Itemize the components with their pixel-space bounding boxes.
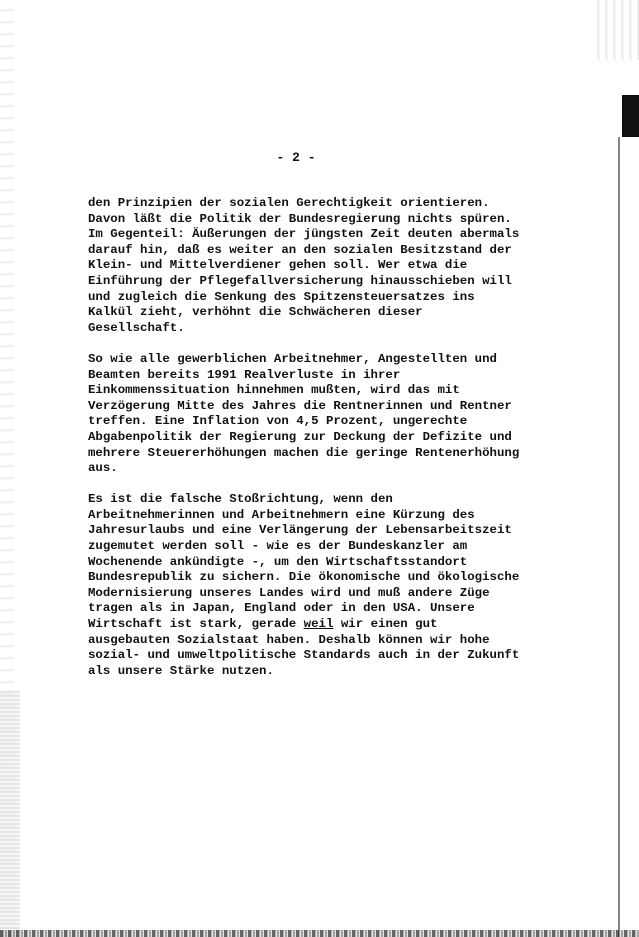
- text-line: Kalkül zieht, verhöhnt die Schwächeren dieser: [88, 305, 423, 320]
- text-line: Verzögerung Mitte des Jahres die Rentnerinnen und Rentner: [88, 398, 512, 413]
- text-line: zugemutet werden soll - wie es der Bundeskanzler am: [88, 539, 468, 554]
- scan-edge-bottom: [0, 930, 639, 937]
- text-line: tragen als in Japan, England oder in den USA. Unsere: [88, 601, 475, 616]
- paragraph-1: [88, 196, 518, 336]
- scan-edge-right: [618, 137, 620, 937]
- text-line-with-underline: [88, 617, 518, 633]
- paragraph-gap: [88, 477, 518, 493]
- page-number: - 2 -: [276, 150, 316, 165]
- underlined-word: weil: [303, 617, 334, 632]
- paragraph-3: [88, 492, 518, 679]
- text-line: Wochenende ankündigte -, um den Wirtschaftsstandort: [88, 554, 468, 569]
- body-text: [88, 196, 518, 679]
- text-line: So wie alle gewerblichen Arbeitnehmer, Angestellten und: [88, 351, 497, 366]
- text-line: und zugleich die Senkung des Spitzensteuersatzes ins: [88, 289, 475, 304]
- text-line: den Prinzipien der sozialen Gerechtigkeit orientieren.: [88, 196, 490, 210]
- text-line: Arbeitnehmerinnen und Arbeitnehmern eine Kürzung des: [88, 507, 475, 522]
- text-line: Gesellschaft.: [88, 320, 185, 335]
- text-line: Modernisierung unseres Landes wird und muß andere Züge: [88, 585, 490, 600]
- scan-edge-right-bar: [622, 95, 639, 137]
- text-line: ausgebauten Sozialstaat haben. Deshalb können wir hohe: [88, 632, 490, 647]
- text-line: treffen. Eine Inflation von 4,5 Prozent, ungerechte: [88, 414, 468, 429]
- text-line: Im Gegenteil: Äußerungen der jüngsten Zeit deuten abermals: [88, 227, 520, 242]
- text-line: als unsere Stärke nutzen.: [88, 663, 274, 678]
- text-line: mehrere Steuererhöhungen machen die geringe Rentenerhöhung: [88, 445, 520, 460]
- text-line: Davon läßt die Politik der Bundesregierung nichts spüren.: [88, 211, 512, 226]
- text-line: Einkommenssituation hinnehmen mußten, wird das mit: [88, 383, 460, 398]
- text-line: aus.: [88, 461, 118, 476]
- text-line: sozial- und umweltpolitische Standards auch in der Zukunft: [88, 648, 520, 663]
- text-line: Abgabenpolitik der Regierung zur Deckung der Defizite und: [88, 429, 512, 444]
- text-fragment: wir einen gut: [333, 617, 438, 632]
- text-line: Beamten bereits 1991 Realverluste in ihrer: [88, 367, 401, 382]
- text-line: Einführung der Pflegefallversicherung hinausschieben will: [88, 273, 512, 288]
- text-line: Es ist die falsche Stoßrichtung, wenn den: [88, 492, 393, 507]
- text-line: darauf hin, daß es weiter an den sozialen Besitzstand der: [88, 242, 512, 257]
- text-line: Bundesrepublik zu sichern. Die ökonomische und ökologische: [88, 570, 520, 585]
- text-fragment: Wirtschaft ist stark, gerade: [88, 617, 304, 632]
- paragraph-2: [88, 352, 518, 477]
- text-line: Klein- und Mittelverdiener gehen soll. Wer etwa die: [88, 258, 468, 273]
- scan-edge-top-right: [592, 0, 639, 60]
- paragraph-gap: [88, 336, 518, 352]
- scan-edge-bottom-left: [0, 690, 20, 937]
- text-line: Jahresurlaubs und eine Verlängerung der Lebensarbeitszeit: [88, 523, 512, 538]
